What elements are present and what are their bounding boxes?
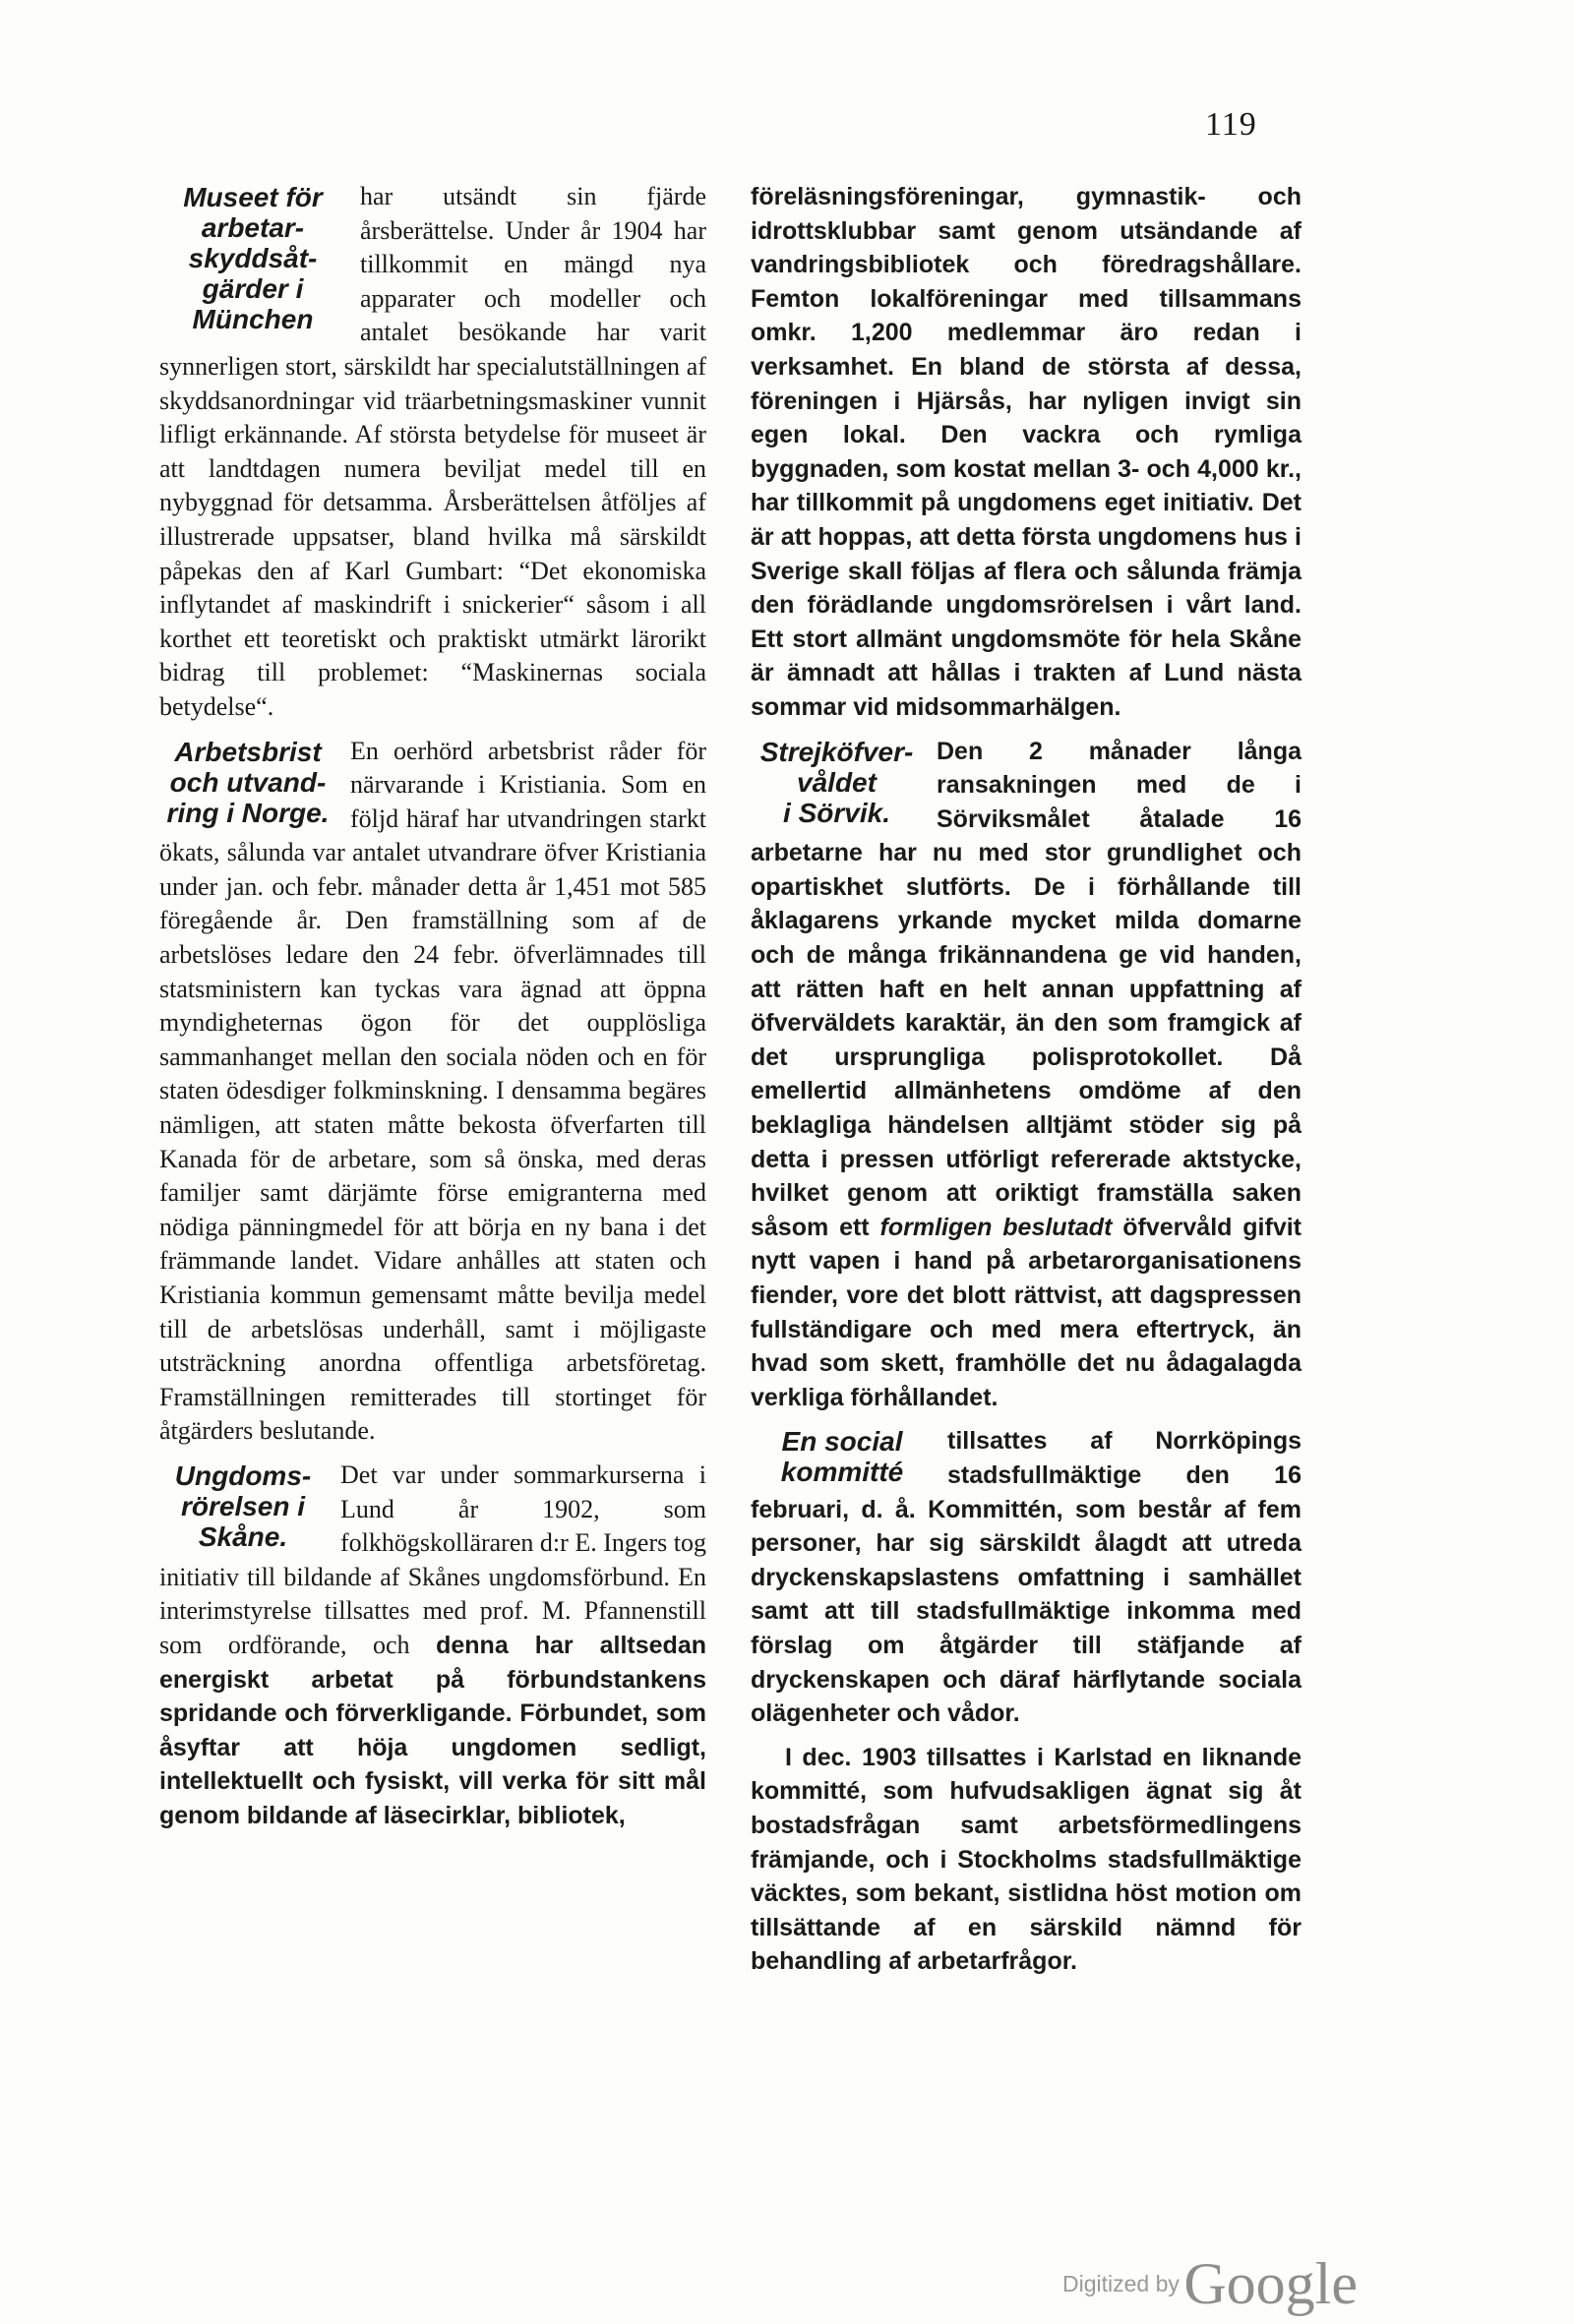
section-museet	[159, 180, 706, 725]
body-text-arbetsbrist: En oerhörd arbetsbrist råder för närvarande i Kristiania. Som en följd häraf har utvandringen starkt ökats, sålunda var antalet utvandrare öfver Kristiania under jan. och febr. månader detta år 1,451 mot 585 föregående år. Den framställning som af de arbetslöses ledare den 24 febr. öfverlämnades till statsministern kan tyckas vara ägnad att öppna myndigheternas ögon för det oupplösliga sammanhanget mellan den sociala nöden och en för staten ödesdiger folkminskning. I densamma begäres nämligen, att staten måtte bekosta öfverfarten till Kanada för de arbetare, som så önska, med deras familjer samt därjämte förse emigranterna med nödiga pänningmedel för att börja en ny bana i det främmande landet. Vidare anhålles att staten och Kristiania kommun gemensamt måtte bevilja medel till de arbetslösas underhåll, samt i möjligaste utsträckning anordna offentliga arbetsföretag. Framställningen remitterades till stortinget för åtgärders beslutande.	[159, 736, 706, 1446]
side-heading-line: och utvand-	[169, 766, 327, 798]
side-heading-arbetsbrist	[159, 737, 336, 828]
side-heading-line: våldet	[797, 766, 877, 798]
google-logo: Google	[1183, 2251, 1358, 2316]
body-text-ungdom-bold: denna har alltsedan energiskt arbetat på förbundstankens spridande och förverkligande. Förbundet, som åsyftar att höja ungdomen sedligt, intellektuellt och fysiskt, vill verka för sitt mål genom bildande af läsecirklar, bibliotek,	[159, 1631, 707, 1829]
body-text-continuation: föreläsningsföreningar, gymnastik- och idrottsklubbar samt genom utsändande af vandringsbibliotek och föredragshållare. Femton lokalföreningar med tillsammans omkr. 1,200 medlemmar äro redan i verksamhet. En bland de största af dessa, föreningen i Hjärsås, har nyligen invigt sin egen lokal. Den vackra och rymliga byggnaden, som kostat mellan 3- och 4,000 kr., har tillkommit på ungdomens eget initiativ. Det är att hoppas, att detta första ungdomens hus i Sverige skall följas af flera och sålunda främja den förädlande ungdomsrörelsen i vårt land. Ett stort allmänt ungdomsmöte för hela Skåne är ämnadt att hållas i trakten af Lund nästa sommar vid midsommarhälgen.	[751, 183, 1302, 721]
side-heading-social	[751, 1426, 934, 1487]
body-text-social: tillsattes af Norrköpings stadsfullmäktige den 16 februari, d. å. Kommittén, som består af fem personer, har sig särskildt ålagdt att utreda dryckenskapslastens omfattning i samhället samt att till stadsfullmäktige inkomma med förslag om åtgärder till stäfjande af dryckenskapen och däraf härflytande sociala olägenheter och vådor.	[751, 1427, 1302, 1728]
side-heading-line: Ungdoms-	[174, 1460, 312, 1491]
side-heading-strajk	[751, 737, 923, 828]
side-heading-museet	[159, 182, 346, 334]
side-heading-line: arbetar-	[201, 212, 305, 243]
body-text-strajk-b: öfvervåld gifvit nytt vapen i hand på arbetarorganisationens fiender, vore det blott rättvist, att dagspressen fullständigare och med mera eftertryck, än hvad som skett, framhölle det nu ådagalagda verkliga förhållandet.	[751, 1213, 1302, 1411]
side-heading-ungdom	[159, 1460, 327, 1552]
watermark-small: Digitized by	[1062, 2271, 1180, 2296]
side-heading-line: gärder i	[202, 273, 304, 304]
section-social	[751, 1424, 1302, 1730]
side-heading-line: rörelsen i	[180, 1490, 306, 1521]
digitized-watermark	[1062, 2250, 1358, 2318]
body-text-karlstad: I dec. 1903 tillsattes i Karlstad en liknande kommitté, som hufvudsakligen ägnat sig åt bostadsfrågan samt arbetsförmedlingens främjande, och i Stockholms stadsfullmäktige väcktes, som bekant, sistlidna höst motion om tillsättande af en särskild nämnd för behandling af arbetarfrågor.	[751, 1743, 1302, 1976]
body-text-strajk-em: formligen beslutadt	[879, 1213, 1113, 1241]
right-column	[751, 180, 1302, 1989]
page-number: 119	[1205, 106, 1257, 143]
side-heading-line: ring i Norge.	[166, 797, 330, 828]
side-heading-line: skyddsåt-	[188, 243, 318, 273]
body-text-ungdom: Det var under sommarkurserna i Lund år 1902, som folkhögskolläraren d:r E. Ingers tog initiativ till bildande af Skånes ungdomsförbund. En interimstyrelse tillsattes med prof. M. Pfannenstill som ordförande, och	[159, 1460, 706, 1659]
side-heading-line: Arbetsbrist	[174, 736, 322, 767]
section-ungdom	[159, 1459, 706, 1833]
side-heading-line: Museet för	[183, 182, 323, 212]
side-heading-line: Strejköfver-	[759, 736, 914, 767]
body-text-museet: har utsändt sin fjärde årsberättelse. Under år 1904 har tillkommit en mängd nya apparater och modeller och antalet besökande har varit synnerligen stort, särskildt har specialutställningen af skyddsanordningar vid träarbetningsmaskiner vunnit lifligt erkännande. Af största betydelse för museet är att landtdagen numera beviljat medel till en nybyggnad för detsamma. Årsberättelsen åtföljes af illustrerade uppsatser, bland hvilka må särskildt påpekas den af Karl Gumbart: “Det ekonomiska inflytandet af maskindrift i snickerier“ såsom i all korthet ett teoretiskt och praktiskt utmärkt lärorikt bidrag till problemet: “Maskinernas sociala betydelse“.	[159, 182, 706, 721]
section-arbetsbrist	[159, 735, 706, 1449]
left-column	[159, 180, 706, 1843]
side-heading-line: kommitté	[780, 1457, 904, 1488]
body-text-strajk-a: Den 2 månader långa ransakningen med de i Sörviksmålet åtalade 16 arbetarne har nu med stor grundlighet och opartiskhet slutförts. De i förhållande till åklagarens yrkande mycket milda domarne och de många frikännandena ge vid handen, att rätten haft en helt annan uppfattning af öfverväldets karaktär, än den som framgick af det ursprungliga polisprotokollet. Då emellertid allmänhetens omdöme af den beklagliga händelsen alltjämt stöder sig på detta i pressen utförligt refererade aktstycke, hvilket genom att oriktigt framställa saken såsom ett	[751, 737, 1302, 1241]
side-heading-line: Skåne.	[198, 1520, 288, 1552]
section-strajk	[751, 735, 1302, 1415]
side-heading-line: En social	[781, 1426, 903, 1458]
side-heading-line: München	[192, 304, 314, 334]
side-heading-line: i Sörvik.	[783, 797, 890, 828]
